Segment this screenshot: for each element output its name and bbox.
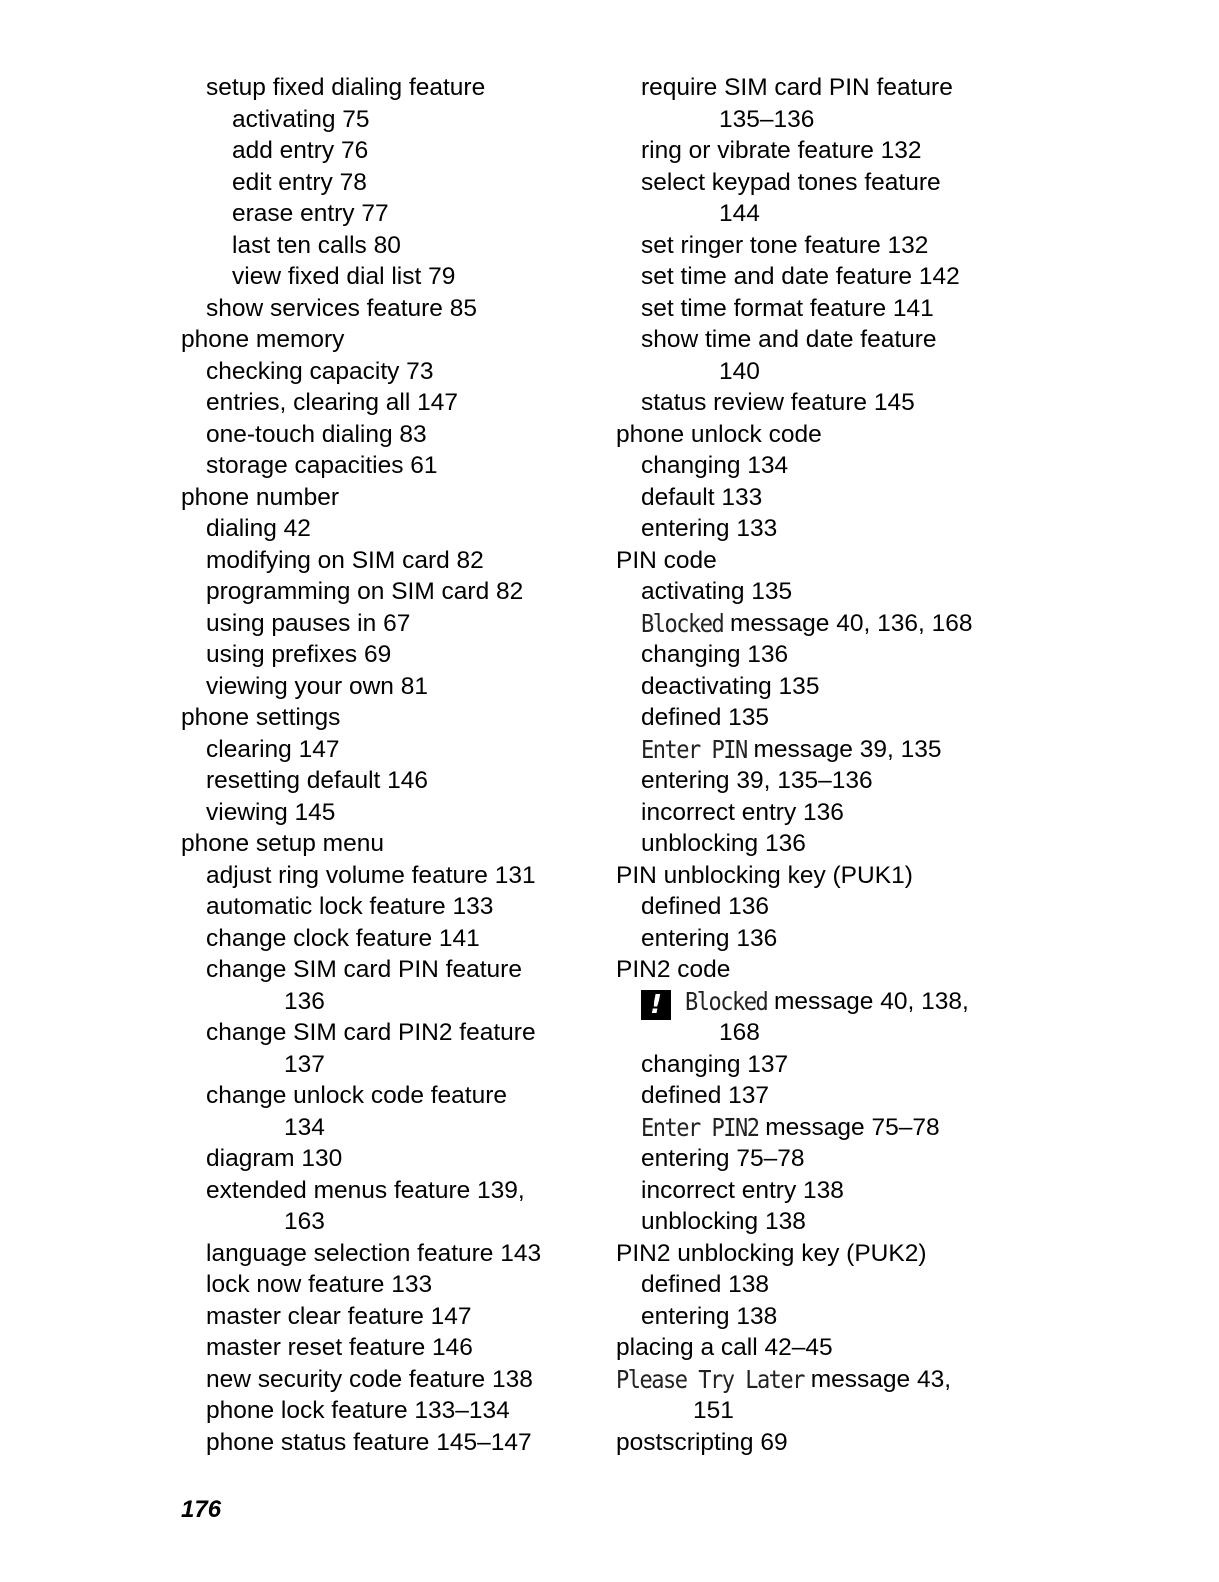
index-entry: deactivating 135 xyxy=(641,672,820,700)
index-entry: ring or vibrate feature 132 xyxy=(641,137,922,164)
index-entry: language selection feature 143 xyxy=(206,1239,542,1267)
index-entry: entering 75–78 xyxy=(641,1145,805,1172)
index-entry-text: message 75–78 xyxy=(758,1113,940,1141)
index-entry: setup fixed dialing feature xyxy=(206,74,486,101)
index-column-left xyxy=(181,72,591,1458)
index-heading: PIN unblocking key (PUK1) xyxy=(616,861,913,889)
index-entry: entering 133 xyxy=(641,515,778,542)
index-entry: erase entry 77 xyxy=(232,200,389,227)
index-entry: using prefixes 69 xyxy=(206,641,392,668)
index-entry: master reset feature 146 xyxy=(206,1334,473,1361)
index-entry: phone lock feature 133–134 xyxy=(206,1397,510,1424)
index-entry: unblocking 138 xyxy=(641,1208,806,1235)
index-entry: resetting default 146 xyxy=(206,767,429,794)
index-column-right xyxy=(616,72,1036,1458)
index-entry: entering 138 xyxy=(641,1302,778,1330)
display-message-text: Please Try Later xyxy=(616,1365,804,1395)
index-entry: select keypad tones feature xyxy=(641,168,941,196)
index-continuation: 140 xyxy=(719,357,760,385)
index-entry: set ringer tone feature 132 xyxy=(641,231,929,259)
index-entry: changing 136 xyxy=(641,641,789,668)
index-heading: PIN code xyxy=(616,546,717,574)
display-message-text: Enter PIN xyxy=(641,735,747,765)
index-heading: PIN2 unblocking key (PUK2) xyxy=(616,1239,927,1267)
index-continuation: 135–136 xyxy=(719,105,815,133)
index-entry-text: message 39, 135 xyxy=(746,735,942,763)
index-entry: change SIM card PIN feature xyxy=(206,956,522,983)
index-heading: postscripting 69 xyxy=(616,1428,788,1456)
display-message-text: Blocked xyxy=(685,987,768,1017)
index-continuation: 144 xyxy=(719,200,760,227)
index-entry xyxy=(616,734,1036,766)
index-continuation: 134 xyxy=(284,1113,325,1141)
index-entry: viewing your own 81 xyxy=(206,672,428,700)
index-entry xyxy=(616,986,1036,1018)
index-entry: unblocking 136 xyxy=(641,830,806,857)
index-entry: change SIM card PIN2 feature xyxy=(206,1019,536,1046)
index-entry: change clock feature 141 xyxy=(206,924,480,952)
index-entry: changing 137 xyxy=(641,1050,789,1078)
index-entry: show time and date feature xyxy=(641,326,937,353)
index-heading: phone settings xyxy=(181,704,341,731)
index-heading: phone unlock code xyxy=(616,420,822,448)
index-entry xyxy=(616,608,1036,640)
page-number: 176 xyxy=(181,1496,222,1523)
index-entry: extended menus feature 139, xyxy=(206,1176,525,1204)
index-continuation: 136 xyxy=(284,987,325,1015)
index-entry: clearing 147 xyxy=(206,735,340,763)
index-entry: automatic lock feature 133 xyxy=(206,893,494,920)
index-entry xyxy=(616,1112,1036,1144)
index-entry-text: message 43, xyxy=(803,1365,952,1393)
index-heading: phone number xyxy=(181,483,340,511)
index-heading: placing a call 42–45 xyxy=(616,1334,833,1361)
index-heading xyxy=(616,1364,1036,1396)
index-entry: activating 75 xyxy=(232,105,370,133)
index-entry: activating 135 xyxy=(641,578,793,605)
index-entry: change unlock code feature xyxy=(206,1082,508,1109)
index-continuation: 151 xyxy=(693,1397,734,1424)
index-entry: defined 135 xyxy=(641,704,770,731)
index-heading: PIN2 code xyxy=(616,956,731,983)
display-message-text: Enter PIN2 xyxy=(641,1113,759,1143)
index-entry: entries, clearing all 147 xyxy=(206,389,458,416)
index-entry: viewing 145 xyxy=(206,798,336,826)
index-entry: dialing 42 xyxy=(206,515,311,542)
index-entry-text: message 40, 138, xyxy=(767,987,969,1015)
index-entry: default 133 xyxy=(641,483,763,511)
index-entry: set time and date feature 142 xyxy=(641,263,960,290)
index-entry: new security code feature 138 xyxy=(206,1365,533,1393)
alert-icon: ! xyxy=(641,990,671,1020)
index-continuation: 163 xyxy=(284,1208,325,1235)
index-entry: phone status feature 145–147 xyxy=(206,1428,532,1456)
index-entry: programming on SIM card 82 xyxy=(206,578,524,605)
index-continuation: 168 xyxy=(719,1019,760,1046)
index-entry: storage capacities 61 xyxy=(206,452,438,479)
index-heading: phone memory xyxy=(181,326,345,353)
index-entry: defined 138 xyxy=(641,1271,770,1298)
index-entry: show services feature 85 xyxy=(206,294,477,322)
index-entry: defined 137 xyxy=(641,1082,770,1109)
index-entry: adjust ring volume feature 131 xyxy=(206,861,536,889)
index-heading: phone setup menu xyxy=(181,830,384,857)
index-entry: master clear feature 147 xyxy=(206,1302,472,1330)
index-entry: set time format feature 141 xyxy=(641,294,934,322)
index-entry: last ten calls 80 xyxy=(232,231,401,259)
index-entry: checking capacity 73 xyxy=(206,357,434,385)
index-entry: entering 136 xyxy=(641,924,778,952)
index-entry: entering 39, 135–136 xyxy=(641,767,873,794)
display-message-text: Blocked xyxy=(641,609,724,639)
index-continuation: 137 xyxy=(284,1050,325,1078)
index-entry: require SIM card PIN feature xyxy=(641,74,953,101)
index-entry: defined 136 xyxy=(641,893,770,920)
index-entry: status review feature 145 xyxy=(641,389,915,416)
index-entry: using pauses in 67 xyxy=(206,609,411,637)
index-entry: add entry 76 xyxy=(232,137,369,164)
index-entry: incorrect entry 136 xyxy=(641,798,844,826)
index-entry-text: message 40, 136, 168 xyxy=(723,609,973,637)
index-entry: diagram 130 xyxy=(206,1145,343,1172)
index-entry: one-touch dialing 83 xyxy=(206,420,427,448)
index-entry: edit entry 78 xyxy=(232,168,367,196)
index-entry: incorrect entry 138 xyxy=(641,1176,844,1204)
index-entry: changing 134 xyxy=(641,452,789,479)
index-entry: lock now feature 133 xyxy=(206,1271,433,1298)
index-entry: modifying on SIM card 82 xyxy=(206,546,484,574)
index-entry: view fixed dial list 79 xyxy=(232,263,456,290)
